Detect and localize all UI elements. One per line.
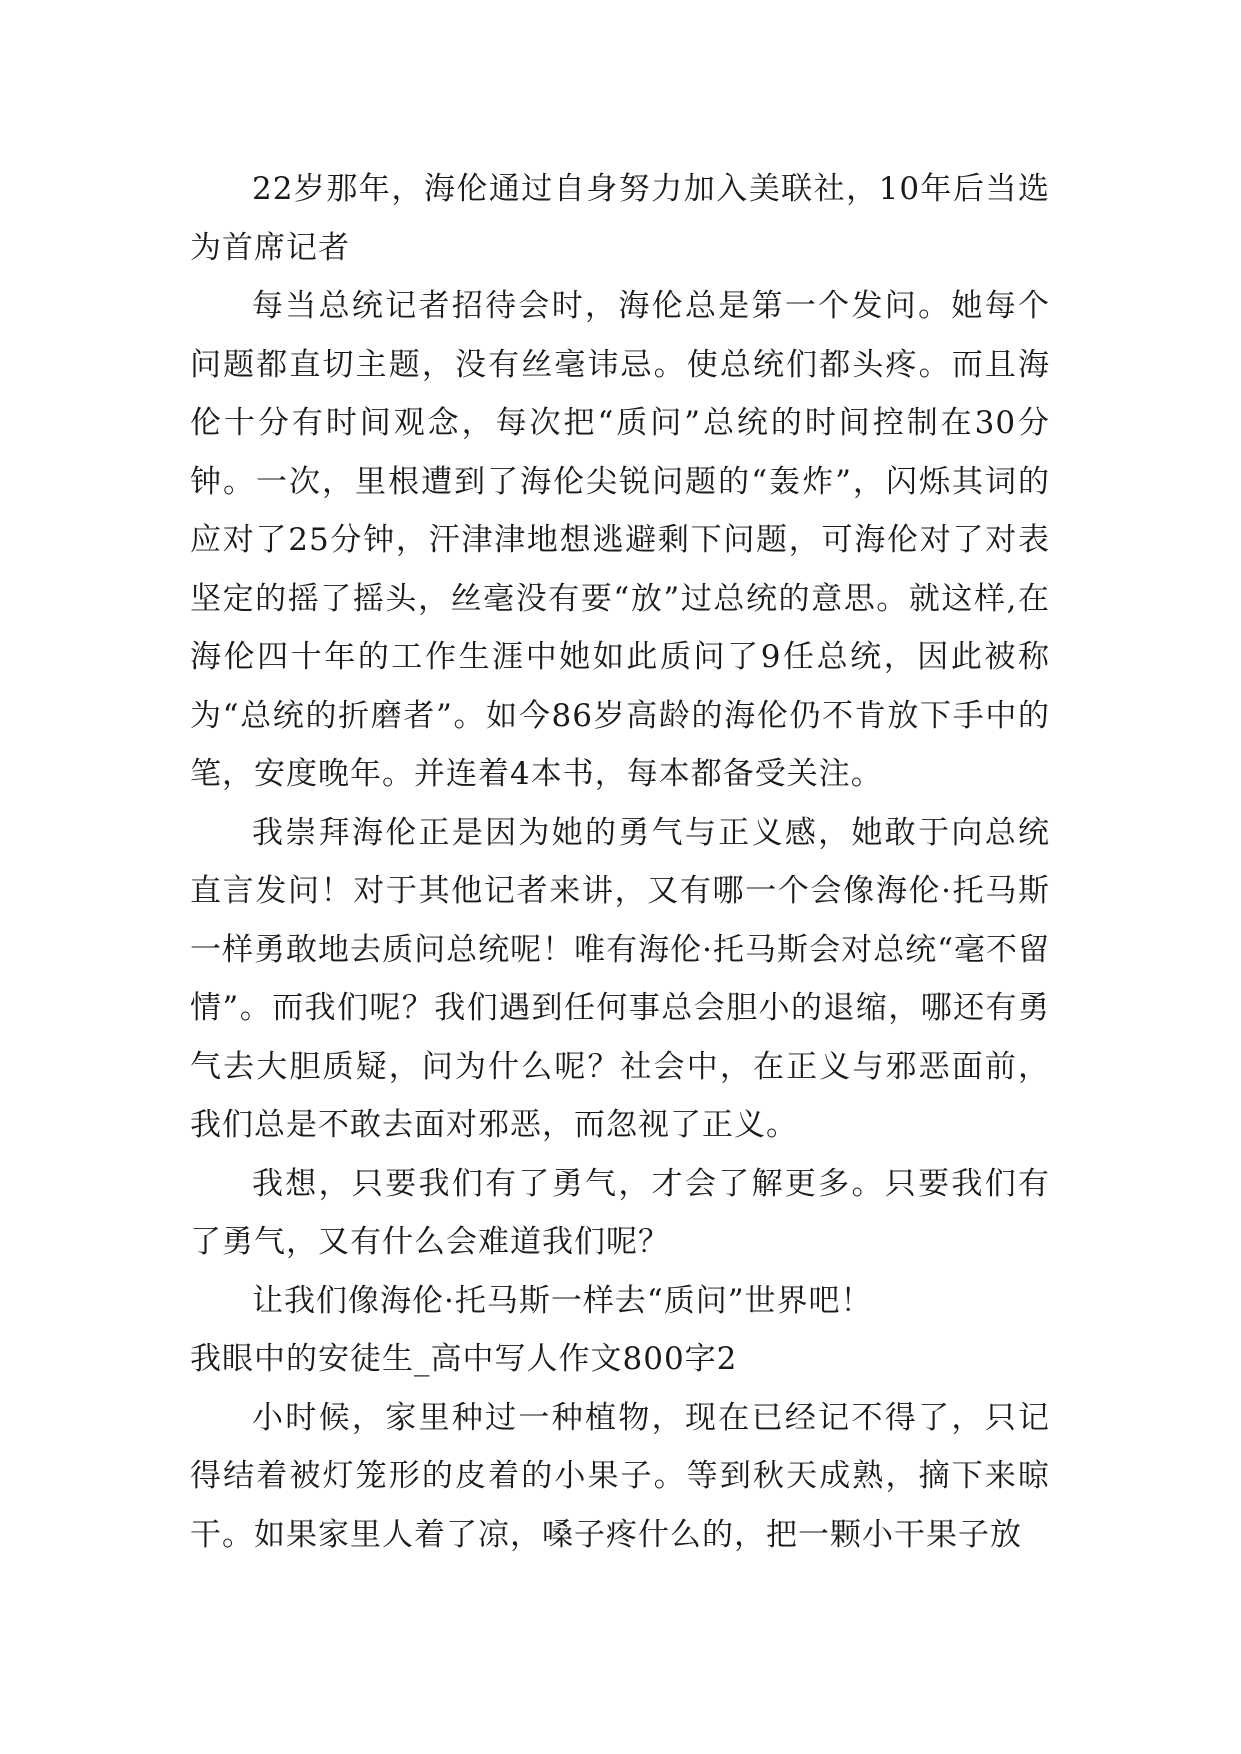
paragraph-career: 22岁那年，海伦通过自身努力加入美联社，10年后当选为首席记者 bbox=[190, 171, 1050, 266]
paragraph-press-conference: 每当总统记者招待会时，海伦总是第一个发问。她每个问题都直切主题，没有丝毫讳忌。使总统们都头疼。而且海伦十分有时间观念，每次把“质问”总统的时间控制在30分钟。一次，里根遭到了海伦尖锐问题的“轰炸”，闪烁其词的应对了25分钟，汗津津地想逃避剩下问题，可海伦对了对表坚定的摇了摇头，丝毫没有要“放”过总统的意思。就这样,在海伦四十年的工作生涯中她如此质问了9任总统，因此被称为“总统的折磨者”。如今86岁高龄的海伦仍不肯放下手中的笔，安度晚年。并连着4本书，每本都备受关注。 bbox=[190, 288, 1050, 792]
paragraph-conclusion: 让我们像海伦·托马斯一样去“质问”世界吧！ bbox=[252, 1282, 873, 1319]
section-heading: 我眼中的安徒生_高中写人作文800字2 bbox=[190, 1341, 738, 1377]
paragraph-admiration: 我崇拜海伦正是因为她的勇气与正义感，她敢于向总统直言发问！对于其他记者来讲，又有哪一个会像海伦·托马斯一样勇敢地去质问总统呢！唯有海伦·托马斯会对总统“毫不留情”。而我们呢？我们遇到任何事总会胆小的退缩，哪还有勇气去大胆质疑，问为什么呢？社会中，在正义与邪恶面前，我们总是不敢去面对邪恶，而忽视了正义。 bbox=[190, 814, 1050, 1143]
paragraph-childhood: 小时候，家里种过一种植物，现在已经记不得了，只记得结着被灯笼形的皮着的小果子。等到秋天成熟，摘下来晾干。如果家里人着了凉，嗓子疼什么的，把一颗小干果子放 bbox=[190, 1399, 1050, 1553]
document-body bbox=[190, 160, 1050, 1564]
paragraph-courage: 我想，只要我们有了勇气，才会了解更多。只要我们有了勇气，又有什么会难道我们呢？ bbox=[190, 1165, 1050, 1260]
